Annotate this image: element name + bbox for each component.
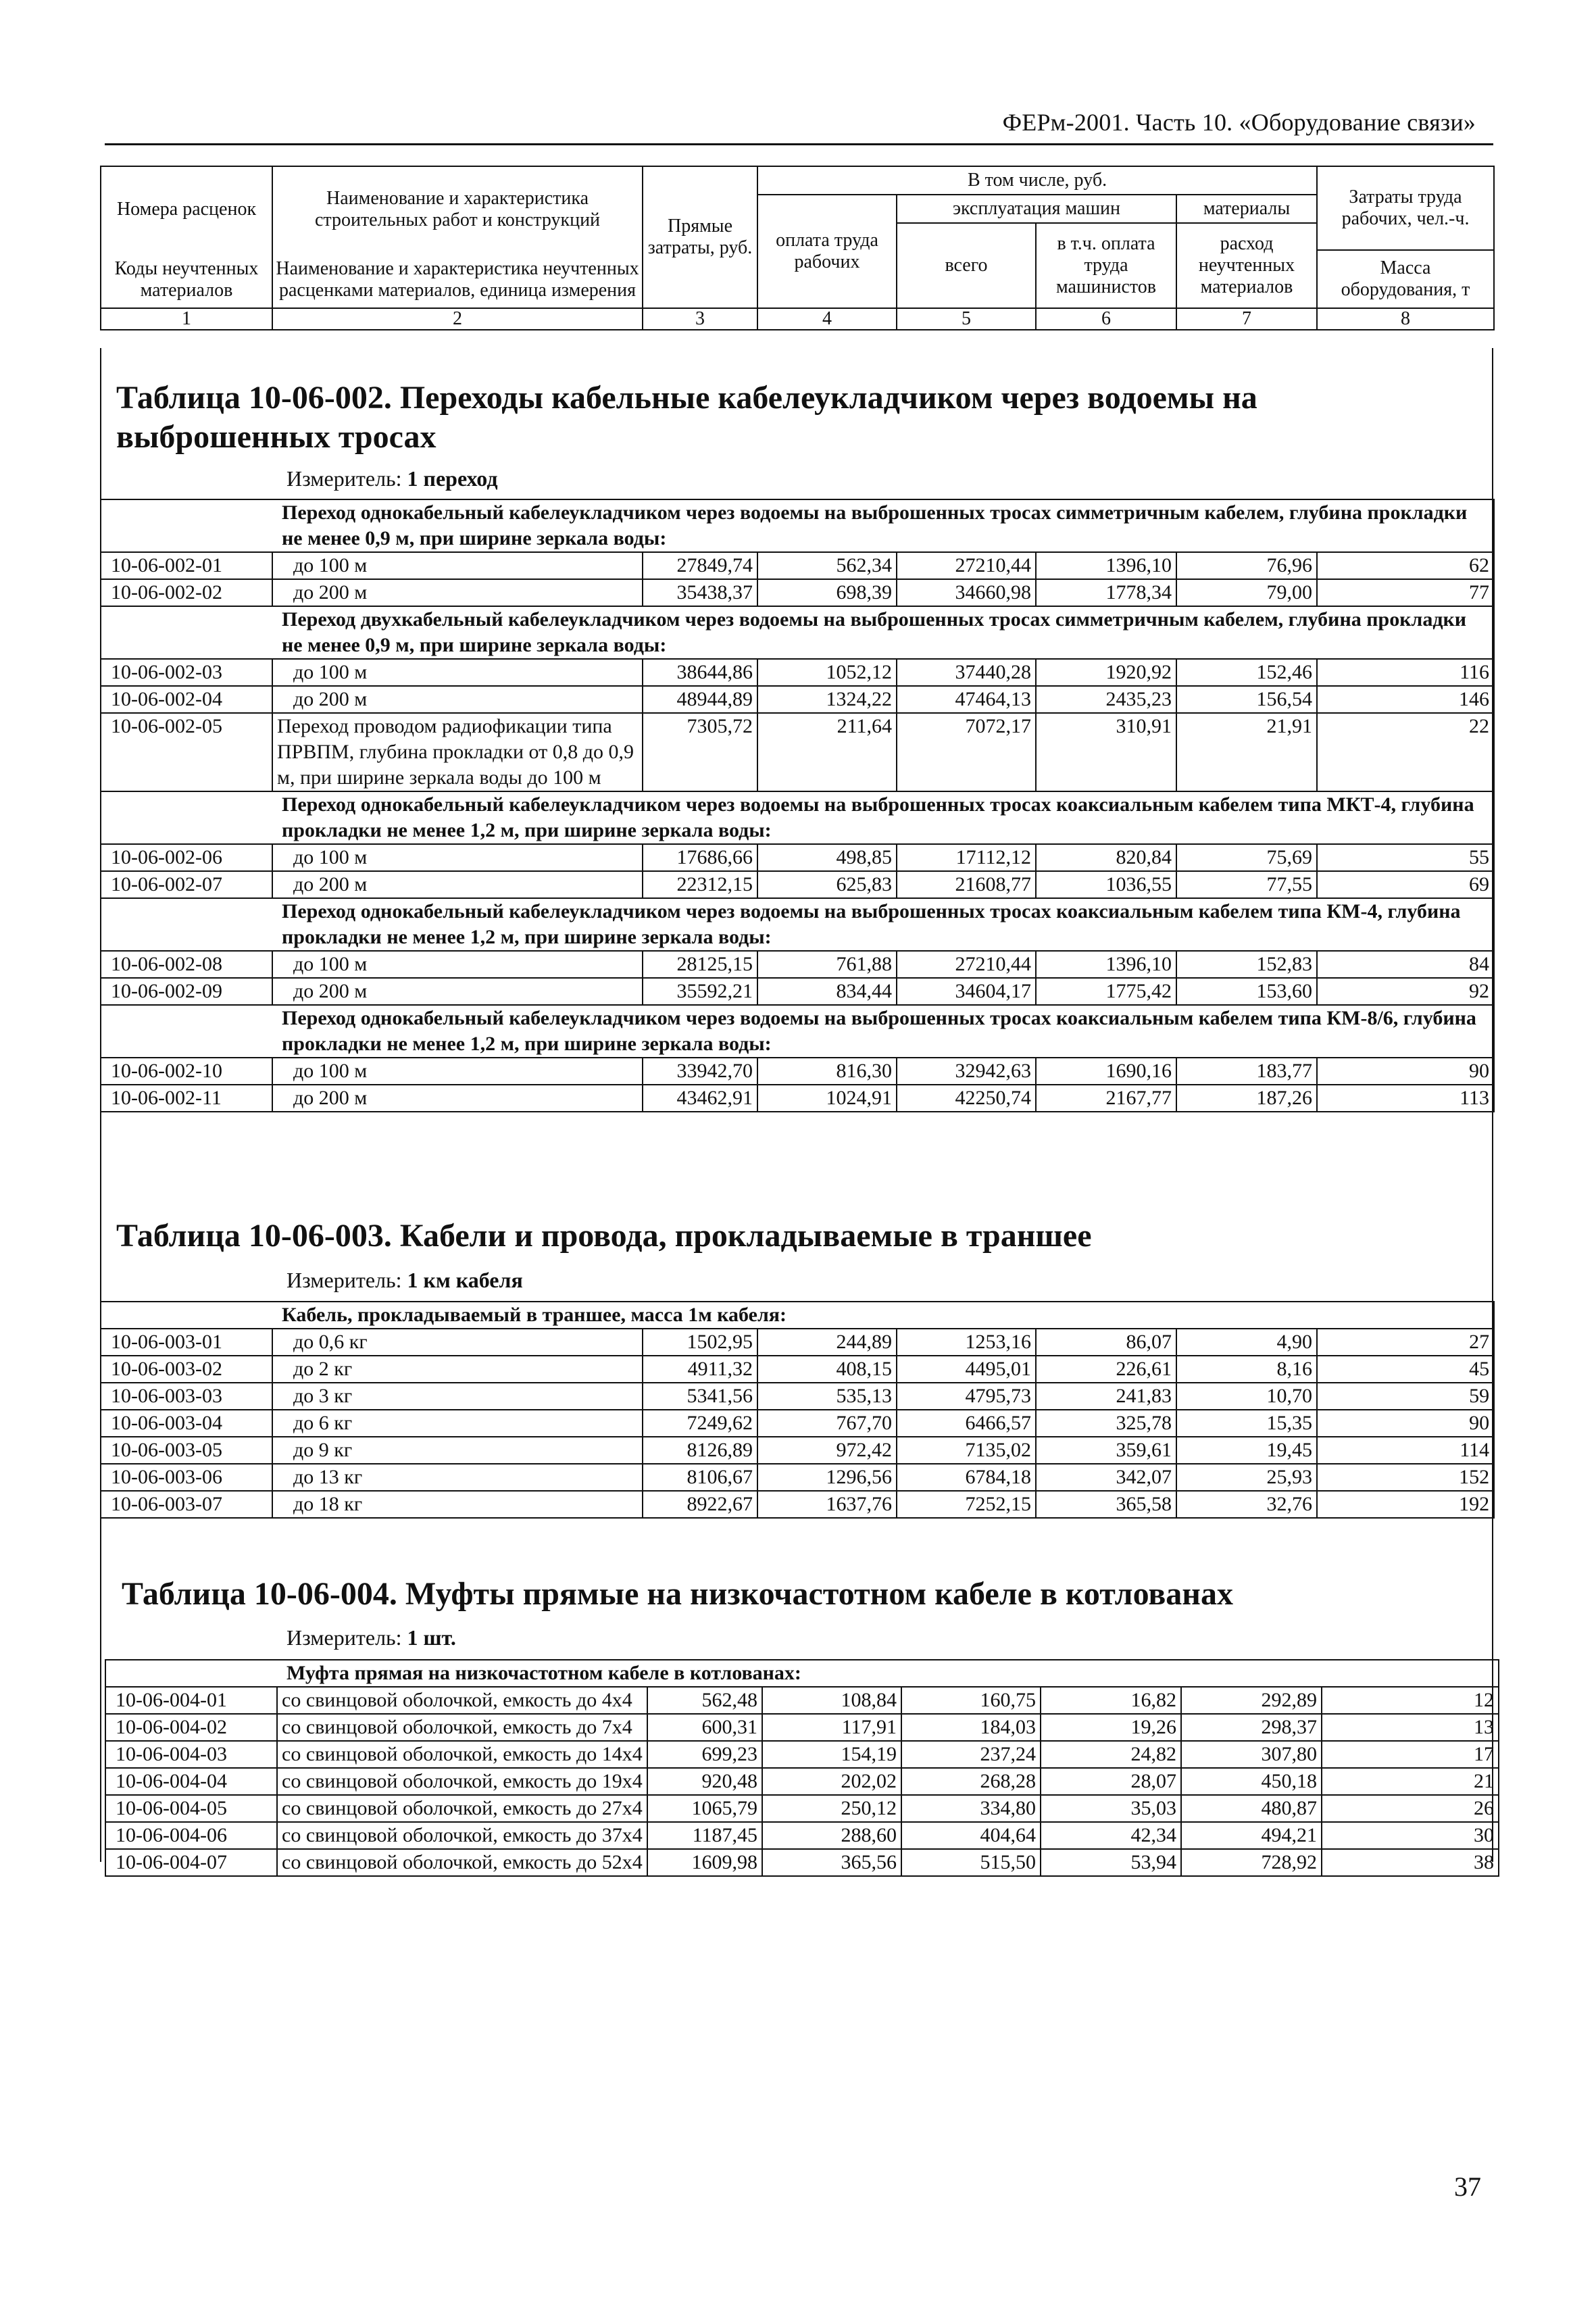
rate-code: 10-06-002-02 xyxy=(101,579,272,606)
value-mach: 160,75 xyxy=(901,1687,1041,1714)
value-mach-labor: 24,82 xyxy=(1041,1741,1181,1768)
col-number: 6 xyxy=(1036,308,1176,330)
rate-code: 10-06-003-05 xyxy=(101,1437,272,1464)
value-labor: 288,60 xyxy=(762,1822,901,1849)
col-number: 2 xyxy=(272,308,643,330)
value-mat: 15,35 xyxy=(1176,1410,1317,1437)
rate-code: 10-06-004-04 xyxy=(105,1768,277,1795)
group-heading-row xyxy=(105,1660,1499,1687)
header-rule xyxy=(105,143,1493,145)
value-mach-labor: 86,07 xyxy=(1036,1329,1176,1356)
value-direct: 17686,66 xyxy=(643,844,757,871)
value-mach: 334,80 xyxy=(901,1795,1041,1822)
rate-name: до 200 м xyxy=(272,1085,643,1112)
value-direct: 920,48 xyxy=(647,1768,762,1795)
rate-code: 10-06-004-01 xyxy=(105,1687,277,1714)
group-heading: Переход однокабельный кабелеукладчиком через водоемы на выброшенных тросах симметричным кабелем, глубина прокладки не менее 0,9 м, при ширине зеркала воды: xyxy=(272,499,1494,552)
rate-code: 10-06-002-01 xyxy=(101,552,272,579)
table-row xyxy=(101,1383,1494,1410)
rate-code: 10-06-004-02 xyxy=(105,1714,277,1741)
value-mach: 34604,17 xyxy=(897,978,1036,1005)
value-labor: 761,88 xyxy=(757,951,897,978)
table-row xyxy=(105,1795,1499,1822)
rate-code: 10-06-003-07 xyxy=(101,1491,272,1518)
table-row xyxy=(101,1491,1494,1518)
value-labor: 698,39 xyxy=(757,579,897,606)
value-mach: 17112,12 xyxy=(897,844,1036,871)
value-mach: 47464,13 xyxy=(897,686,1036,713)
value-hours: 38 xyxy=(1322,1849,1499,1876)
table-row xyxy=(101,1329,1494,1356)
rates-table-10-06-003 xyxy=(100,1301,1495,1519)
table-measure xyxy=(286,466,498,491)
value-hours: 69 xyxy=(1317,871,1494,898)
value-labor: 625,83 xyxy=(757,871,897,898)
value-mach: 404,64 xyxy=(901,1822,1041,1849)
rate-code: 10-06-002-06 xyxy=(101,844,272,871)
value-mach-labor: 310,91 xyxy=(1036,713,1176,791)
value-direct: 35592,21 xyxy=(643,978,757,1005)
measure-value: 1 км кабеля xyxy=(407,1268,523,1292)
value-hours: 62 xyxy=(1317,552,1494,579)
value-direct: 8106,67 xyxy=(643,1464,757,1491)
table-row xyxy=(105,1822,1499,1849)
value-hours: 59 xyxy=(1317,1383,1494,1410)
table-row xyxy=(101,951,1494,978)
value-direct: 22312,15 xyxy=(643,871,757,898)
rates-table-10-06-004 xyxy=(105,1659,1499,1877)
value-mat: 156,54 xyxy=(1176,686,1317,713)
value-mat: 728,92 xyxy=(1181,1849,1322,1876)
rate-name: до 100 м xyxy=(272,951,643,978)
group-heading: Переход однокабельный кабелеукладчиком через водоемы на выброшенных тросах коаксиальным кабелем типа МКТ-4, глубина прокладки не менее 1,2 м, при ширине зеркала воды: xyxy=(272,791,1494,844)
rate-code: 10-06-004-06 xyxy=(105,1822,277,1849)
value-direct: 699,23 xyxy=(647,1741,762,1768)
rate-name: до 100 м xyxy=(272,552,643,579)
value-mat: 480,87 xyxy=(1181,1795,1322,1822)
value-labor: 834,44 xyxy=(757,978,897,1005)
value-hours: 21 xyxy=(1322,1768,1499,1795)
group-heading-row xyxy=(101,1302,1494,1329)
value-hours: 192 xyxy=(1317,1491,1494,1518)
value-hours: 22 xyxy=(1317,713,1494,791)
value-hours: 17 xyxy=(1322,1741,1499,1768)
value-mach-labor: 342,07 xyxy=(1036,1464,1176,1491)
value-labor: 562,34 xyxy=(757,552,897,579)
group-heading-spacer xyxy=(101,606,272,659)
table-title: Таблица 10-06-004. Муфты прямые на низкочастотном кабеле в котлованах xyxy=(122,1576,1233,1612)
rate-name: со свинцовой оболочкой, емкость до 14х4 xyxy=(277,1741,647,1768)
value-mach-labor: 2435,23 xyxy=(1036,686,1176,713)
value-direct: 8922,67 xyxy=(643,1491,757,1518)
rate-name: со свинцовой оболочкой, емкость до 19х4 xyxy=(277,1768,647,1795)
value-labor: 117,91 xyxy=(762,1714,901,1741)
value-direct: 7305,72 xyxy=(643,713,757,791)
value-mat: 4,90 xyxy=(1176,1329,1317,1356)
table-row xyxy=(101,1356,1494,1383)
value-labor: 816,30 xyxy=(757,1058,897,1085)
value-labor: 972,42 xyxy=(757,1437,897,1464)
rate-name: до 100 м xyxy=(272,659,643,686)
value-mat: 298,37 xyxy=(1181,1714,1322,1741)
rate-code: 10-06-002-10 xyxy=(101,1058,272,1085)
col-number: 8 xyxy=(1317,308,1494,330)
value-mach-labor: 1920,92 xyxy=(1036,659,1176,686)
value-direct: 27849,74 xyxy=(643,552,757,579)
col-number: 1 xyxy=(101,308,272,330)
col-number: 5 xyxy=(897,308,1036,330)
rate-code: 10-06-004-05 xyxy=(105,1795,277,1822)
rates-table-10-06-002 xyxy=(100,499,1495,1112)
table-row xyxy=(101,1085,1494,1112)
rate-code: 10-06-002-04 xyxy=(101,686,272,713)
group-heading-spacer xyxy=(101,499,272,552)
value-mach-labor: 365,58 xyxy=(1036,1491,1176,1518)
col-number: 4 xyxy=(757,308,897,330)
value-direct: 33942,70 xyxy=(643,1058,757,1085)
rate-code: 10-06-002-05 xyxy=(101,713,272,791)
value-labor: 365,56 xyxy=(762,1849,901,1876)
header-including: В том числе, руб. xyxy=(757,166,1317,195)
value-labor: 1296,56 xyxy=(757,1464,897,1491)
rate-code: 10-06-003-06 xyxy=(101,1464,272,1491)
value-mach-labor: 325,78 xyxy=(1036,1410,1176,1437)
rate-code: 10-06-003-03 xyxy=(101,1383,272,1410)
table-row xyxy=(101,978,1494,1005)
value-mach-labor: 1036,55 xyxy=(1036,871,1176,898)
value-mach-labor: 1690,16 xyxy=(1036,1058,1176,1085)
value-mach-labor: 226,61 xyxy=(1036,1356,1176,1383)
value-hours: 26 xyxy=(1322,1795,1499,1822)
table-row xyxy=(101,844,1494,871)
value-labor: 1052,12 xyxy=(757,659,897,686)
value-mach: 515,50 xyxy=(901,1849,1041,1876)
value-mach-labor: 1778,34 xyxy=(1036,579,1176,606)
value-mach-labor: 35,03 xyxy=(1041,1795,1181,1822)
rate-code: 10-06-002-09 xyxy=(101,978,272,1005)
value-labor: 498,85 xyxy=(757,844,897,871)
value-hours: 113 xyxy=(1317,1085,1494,1112)
value-hours: 45 xyxy=(1317,1356,1494,1383)
value-direct: 28125,15 xyxy=(643,951,757,978)
value-direct: 5341,56 xyxy=(643,1383,757,1410)
value-mach: 32942,63 xyxy=(897,1058,1036,1085)
value-mach: 34660,98 xyxy=(897,579,1036,606)
value-mat: 8,16 xyxy=(1176,1356,1317,1383)
value-mat: 292,89 xyxy=(1181,1687,1322,1714)
header-work-name: Наименование и характеристика строительных работ и конструкций xyxy=(272,166,643,251)
table-row xyxy=(101,1410,1494,1437)
rate-code: 10-06-003-01 xyxy=(101,1329,272,1356)
rate-code: 10-06-002-03 xyxy=(101,659,272,686)
group-heading: Кабель, прокладываемый в траншее, масса 1м кабеля: xyxy=(272,1302,1494,1329)
rate-name: до 200 м xyxy=(272,871,643,898)
value-hours: 92 xyxy=(1317,978,1494,1005)
group-heading-row xyxy=(101,499,1494,552)
value-direct: 600,31 xyxy=(647,1714,762,1741)
value-mach-labor: 1396,10 xyxy=(1036,552,1176,579)
value-mat: 187,26 xyxy=(1176,1085,1317,1112)
rate-name: до 200 м xyxy=(272,579,643,606)
value-mat: 307,80 xyxy=(1181,1741,1322,1768)
value-hours: 116 xyxy=(1317,659,1494,686)
col-number: 7 xyxy=(1176,308,1317,330)
table-row xyxy=(105,1849,1499,1876)
value-mat: 152,83 xyxy=(1176,951,1317,978)
rate-name: со свинцовой оболочкой, емкость до 7х4 xyxy=(277,1714,647,1741)
value-labor: 244,89 xyxy=(757,1329,897,1356)
table-title: Таблица 10-06-003. Кабели и провода, прокладываемые в траншее xyxy=(116,1218,1092,1254)
rate-name: Переход проводом радиофикации типа ПРВПМ, глубина прокладки от 0,8 до 0,9 м, при ширине зеркала воды до 100 м xyxy=(272,713,643,791)
value-mat: 450,18 xyxy=(1181,1768,1322,1795)
value-mat: 10,70 xyxy=(1176,1383,1317,1410)
value-hours: 90 xyxy=(1317,1410,1494,1437)
value-labor: 535,13 xyxy=(757,1383,897,1410)
value-mach: 268,28 xyxy=(901,1768,1041,1795)
value-mach: 27210,44 xyxy=(897,951,1036,978)
value-mach: 1253,16 xyxy=(897,1329,1036,1356)
value-mach-labor: 42,34 xyxy=(1041,1822,1181,1849)
value-mach: 27210,44 xyxy=(897,552,1036,579)
measure-value: 1 переход xyxy=(407,466,498,491)
table-row xyxy=(101,552,1494,579)
value-mach-labor: 820,84 xyxy=(1036,844,1176,871)
value-direct: 43462,91 xyxy=(643,1085,757,1112)
value-mat: 32,76 xyxy=(1176,1491,1317,1518)
value-mach: 37440,28 xyxy=(897,659,1036,686)
value-mach-labor: 1775,42 xyxy=(1036,978,1176,1005)
table-title: Таблица 10-06-002. Переходы кабельные кабелеукладчиком через водоемы на выброшенных тросах xyxy=(116,380,1257,455)
rate-name: до 100 м xyxy=(272,844,643,871)
value-mach-labor: 1396,10 xyxy=(1036,951,1176,978)
column-header-table xyxy=(100,166,1495,330)
rate-name: до 13 кг xyxy=(272,1464,643,1491)
table-row xyxy=(105,1714,1499,1741)
value-labor: 250,12 xyxy=(762,1795,901,1822)
header-rates-number: Номера расценок xyxy=(101,166,272,251)
header-equipment-mass: Масса оборудования, т xyxy=(1318,249,1493,307)
value-mach: 7252,15 xyxy=(897,1491,1036,1518)
table-row xyxy=(101,1058,1494,1085)
value-hours: 30 xyxy=(1322,1822,1499,1849)
value-hours: 55 xyxy=(1317,844,1494,871)
value-hours: 146 xyxy=(1317,686,1494,713)
value-hours: 84 xyxy=(1317,951,1494,978)
value-hours: 77 xyxy=(1317,579,1494,606)
group-heading-row xyxy=(101,1005,1494,1058)
value-labor: 1024,91 xyxy=(757,1085,897,1112)
value-labor: 767,70 xyxy=(757,1410,897,1437)
group-heading: Переход однокабельный кабелеукладчиком через водоемы на выброшенных тросах коаксиальным кабелем типа КМ-8/6, глубина прокладки не менее 1,2 м, при ширине зеркала воды: xyxy=(272,1005,1494,1058)
value-hours: 13 xyxy=(1322,1714,1499,1741)
value-hours: 12 xyxy=(1322,1687,1499,1714)
value-mach: 4795,73 xyxy=(897,1383,1036,1410)
value-hours: 27 xyxy=(1317,1329,1494,1356)
value-mach-labor: 241,83 xyxy=(1036,1383,1176,1410)
value-direct: 8126,89 xyxy=(643,1437,757,1464)
group-heading: Переход двухкабельный кабелеукладчиком через водоемы на выброшенных тросах симметричным кабелем, глубина прокладки не менее 0,9 м, при ширине зеркала воды: xyxy=(272,606,1494,659)
value-direct: 4911,32 xyxy=(643,1356,757,1383)
group-heading-spacer xyxy=(101,791,272,844)
value-hours: 152 xyxy=(1317,1464,1494,1491)
header-labor-costs-cell xyxy=(1317,166,1494,308)
group-heading-spacer xyxy=(101,1302,272,1329)
measure-label: Измеритель: xyxy=(286,1268,402,1292)
value-mat: 19,45 xyxy=(1176,1437,1317,1464)
measure-label: Измеритель: xyxy=(286,466,402,491)
value-mat: 79,00 xyxy=(1176,579,1317,606)
value-mach-labor: 28,07 xyxy=(1041,1768,1181,1795)
rate-name: до 200 м xyxy=(272,686,643,713)
header-material-codes: Коды неучтенных материалов xyxy=(101,251,272,308)
value-mach-labor: 19,26 xyxy=(1041,1714,1181,1741)
header-direct-costs: Прямые затраты, руб. xyxy=(643,166,757,308)
rate-code: 10-06-004-03 xyxy=(105,1741,277,1768)
rate-name: до 18 кг xyxy=(272,1491,643,1518)
value-direct: 1187,45 xyxy=(647,1822,762,1849)
value-mach: 6784,18 xyxy=(897,1464,1036,1491)
value-direct: 1502,95 xyxy=(643,1329,757,1356)
table-row xyxy=(101,1464,1494,1491)
table-row xyxy=(101,713,1494,791)
value-mach: 237,24 xyxy=(901,1741,1041,1768)
page-number: 37 xyxy=(1454,2171,1481,2202)
value-mat: 21,91 xyxy=(1176,713,1317,791)
rate-name: до 100 м xyxy=(272,1058,643,1085)
value-mach-labor: 2167,77 xyxy=(1036,1085,1176,1112)
value-mat: 152,46 xyxy=(1176,659,1317,686)
rate-code: 10-06-002-11 xyxy=(101,1085,272,1112)
table-row xyxy=(101,686,1494,713)
value-labor: 202,02 xyxy=(762,1768,901,1795)
value-mach: 184,03 xyxy=(901,1714,1041,1741)
value-mach: 7135,02 xyxy=(897,1437,1036,1464)
table-measure xyxy=(286,1625,456,1650)
rate-code: 10-06-003-04 xyxy=(101,1410,272,1437)
value-direct: 38644,86 xyxy=(643,659,757,686)
table-row xyxy=(101,1437,1494,1464)
group-heading: Переход однокабельный кабелеукладчиком через водоемы на выброшенных тросах коаксиальным кабелем типа КМ-4, глубина прокладки не менее 1,2 м, при ширине зеркала воды: xyxy=(272,898,1494,951)
value-direct: 562,48 xyxy=(647,1687,762,1714)
value-mat: 183,77 xyxy=(1176,1058,1317,1085)
header-machines: эксплуатация машин xyxy=(897,195,1176,223)
value-mach: 6466,57 xyxy=(897,1410,1036,1437)
rate-name: до 3 кг xyxy=(272,1383,643,1410)
rate-code: 10-06-002-07 xyxy=(101,871,272,898)
rate-name: до 0,6 кг xyxy=(272,1329,643,1356)
group-heading-spacer xyxy=(105,1660,277,1687)
value-labor: 1637,76 xyxy=(757,1491,897,1518)
running-head: ФЕРм-2001. Часть 10. «Оборудование связи» xyxy=(1002,109,1476,136)
measure-value: 1 шт. xyxy=(407,1625,456,1650)
value-mach: 7072,17 xyxy=(897,713,1036,791)
rate-code: 10-06-003-02 xyxy=(101,1356,272,1383)
group-heading-row xyxy=(101,898,1494,951)
rate-name: до 200 м xyxy=(272,978,643,1005)
rate-name: до 2 кг xyxy=(272,1356,643,1383)
rate-code: 10-06-004-07 xyxy=(105,1849,277,1876)
header-materials-use: расход неучтенных материалов xyxy=(1176,223,1317,308)
header-material-name: Наименование и характеристика неучтенных расценками материалов, единица измерения xyxy=(272,251,643,308)
value-direct: 7249,62 xyxy=(643,1410,757,1437)
col-number: 3 xyxy=(643,308,757,330)
table-row xyxy=(105,1741,1499,1768)
value-labor: 408,15 xyxy=(757,1356,897,1383)
header-labor-pay: оплата труда рабочих xyxy=(757,195,897,308)
group-heading-row xyxy=(101,606,1494,659)
header-materials: материалы xyxy=(1176,195,1317,223)
header-labor-costs: Затраты труда рабочих, чел.-ч. xyxy=(1341,187,1470,229)
rate-name: до 9 кг xyxy=(272,1437,643,1464)
header-machines-total: всего xyxy=(897,223,1036,308)
table-row xyxy=(101,659,1494,686)
table-row xyxy=(105,1768,1499,1795)
rate-name: со свинцовой оболочкой, емкость до 37х4 xyxy=(277,1822,647,1849)
value-mat: 153,60 xyxy=(1176,978,1317,1005)
value-mat: 77,55 xyxy=(1176,871,1317,898)
rate-name: со свинцовой оболочкой, емкость до 4х4 xyxy=(277,1687,647,1714)
value-mach: 42250,74 xyxy=(897,1085,1036,1112)
value-labor: 108,84 xyxy=(762,1687,901,1714)
table-row xyxy=(101,871,1494,898)
group-heading-spacer xyxy=(101,898,272,951)
value-direct: 48944,89 xyxy=(643,686,757,713)
value-mach: 21608,77 xyxy=(897,871,1036,898)
value-labor: 211,64 xyxy=(757,713,897,791)
measure-label: Измеритель: xyxy=(286,1625,402,1650)
value-mat: 75,69 xyxy=(1176,844,1317,871)
value-mach: 4495,01 xyxy=(897,1356,1036,1383)
value-labor: 1324,22 xyxy=(757,686,897,713)
value-mat: 25,93 xyxy=(1176,1464,1317,1491)
value-mach-labor: 16,82 xyxy=(1041,1687,1181,1714)
table-row xyxy=(105,1687,1499,1714)
group-heading-row xyxy=(101,791,1494,844)
rate-name: со свинцовой оболочкой, емкость до 27х4 xyxy=(277,1795,647,1822)
table-row xyxy=(101,579,1494,606)
rate-name: до 6 кг xyxy=(272,1410,643,1437)
rate-name: со свинцовой оболочкой, емкость до 52х4 xyxy=(277,1849,647,1876)
value-mat: 76,96 xyxy=(1176,552,1317,579)
value-labor: 154,19 xyxy=(762,1741,901,1768)
value-direct: 1065,79 xyxy=(647,1795,762,1822)
rate-code: 10-06-002-08 xyxy=(101,951,272,978)
value-direct: 1609,98 xyxy=(647,1849,762,1876)
group-heading: Муфта прямая на низкочастотном кабеле в котлованах: xyxy=(277,1660,1499,1687)
value-direct: 35438,37 xyxy=(643,579,757,606)
group-heading-spacer xyxy=(101,1005,272,1058)
value-mat: 494,21 xyxy=(1181,1822,1322,1849)
value-hours: 90 xyxy=(1317,1058,1494,1085)
header-machinists-pay: в т.ч. оплата труда машинистов xyxy=(1036,223,1176,308)
table-measure xyxy=(286,1268,523,1293)
value-mach-labor: 53,94 xyxy=(1041,1849,1181,1876)
value-hours: 114 xyxy=(1317,1437,1494,1464)
value-mach-labor: 359,61 xyxy=(1036,1437,1176,1464)
